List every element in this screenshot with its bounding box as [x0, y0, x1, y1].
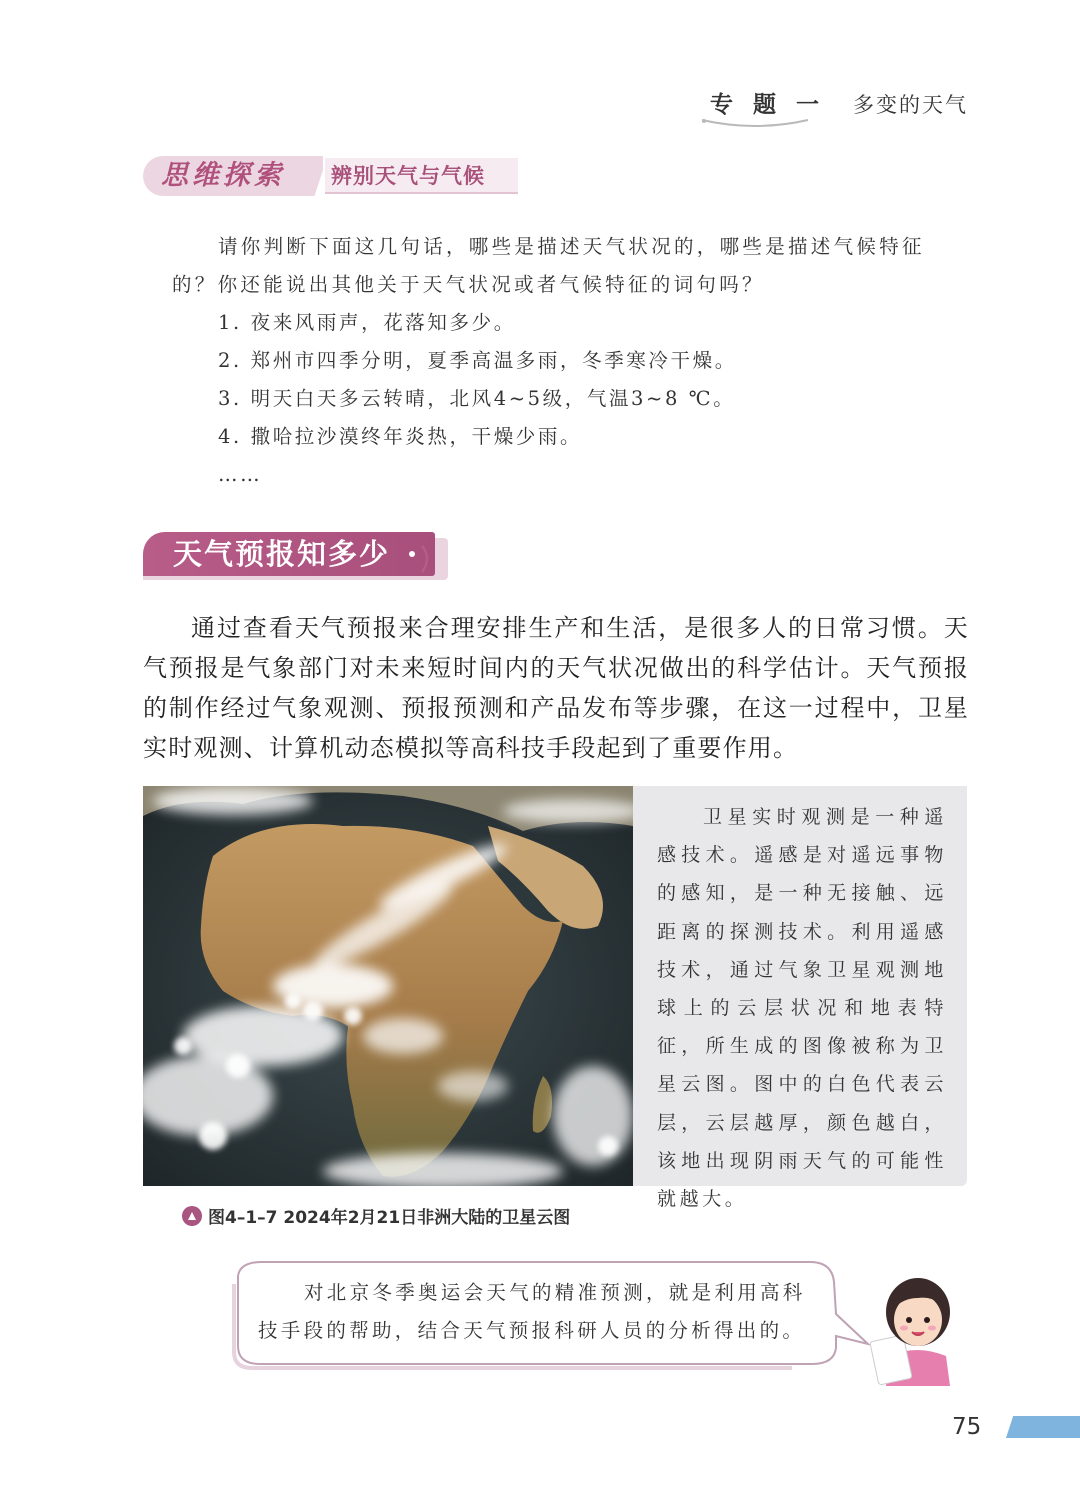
list-item: 1. 夜来风雨声，花落知多少。	[218, 311, 516, 334]
page-header	[710, 86, 968, 119]
chapter-title: 多变的天气	[853, 93, 968, 117]
topic-label	[710, 86, 825, 119]
teacher-character-icon	[868, 1268, 964, 1386]
remote-sensing-text: 卫星实时观测是一种遥感技术。遥感是对遥远事物的感知，是一种无接触、远距离的探测技术。利用遥感技术，通过气象卫星观测地球上的云层状况和地表特征，所生成的图像被称为卫星云图。图中的白色代表云层，云层越厚，颜色越白，该地出现阴雨天气的可能性就越大。	[657, 806, 947, 1211]
crescent-decoration-icon	[400, 540, 440, 576]
caption-triangle-icon	[182, 1206, 202, 1226]
list-item: 3. 明天白天多云转晴，北风4~5级，气温3~8 ℃。	[218, 387, 736, 410]
question-items	[172, 304, 952, 494]
figure-caption	[182, 1203, 570, 1228]
forecast-paragraph: 通过查看天气预报来合理安排生产和生活，是很多人的日常习惯。天气预报是气象部门对未来短时间内的天气状况做出的科学估计。天气预报的制作经过气象观测、预报预测和产品发布等步骤，在这一过程中，卫星实时观测、计算机动态模拟等高科技手段起到了重要作用。	[143, 614, 969, 762]
satellite-figure	[143, 786, 967, 1211]
thinking-title: 辨别天气与气候	[325, 158, 518, 194]
question-intro: 请你判断下面这几句话，哪些是描述天气状况的，哪些是描述气候特征的？你还能说出其他关于天气状况或者气候特征的词句吗？	[172, 235, 925, 296]
satellite-cloud-image	[143, 786, 633, 1186]
list-item: 4. 撒哈拉沙漠终年炎热，干燥少雨。	[218, 425, 583, 448]
thinking-tag: 思维探索	[143, 156, 323, 196]
africa-satellite-icon	[143, 786, 633, 1186]
swoosh-decoration-icon	[700, 116, 810, 130]
thinking-banner	[143, 156, 518, 196]
page-number-bar	[1006, 1416, 1080, 1438]
topic-text: 专 题 一	[709, 92, 825, 118]
section-title: 天气预报知多少	[143, 532, 435, 576]
page-number: 75	[952, 1414, 982, 1440]
speech-bubble	[232, 1258, 842, 1370]
question-block	[172, 228, 952, 494]
list-item: ……	[218, 463, 263, 486]
caption-text: 图4–1–7 2024年2月21日非洲大陆的卫星云图	[208, 1208, 571, 1228]
bubble-text: 对北京冬季奥运会天气的精准预测，就是利用高科技手段的帮助，结合天气预报科研人员的分析得出的。	[258, 1281, 806, 1342]
list-item: 2. 郑州市四季分明，夏季高温多雨，冬季寒冷干燥。	[218, 349, 737, 372]
